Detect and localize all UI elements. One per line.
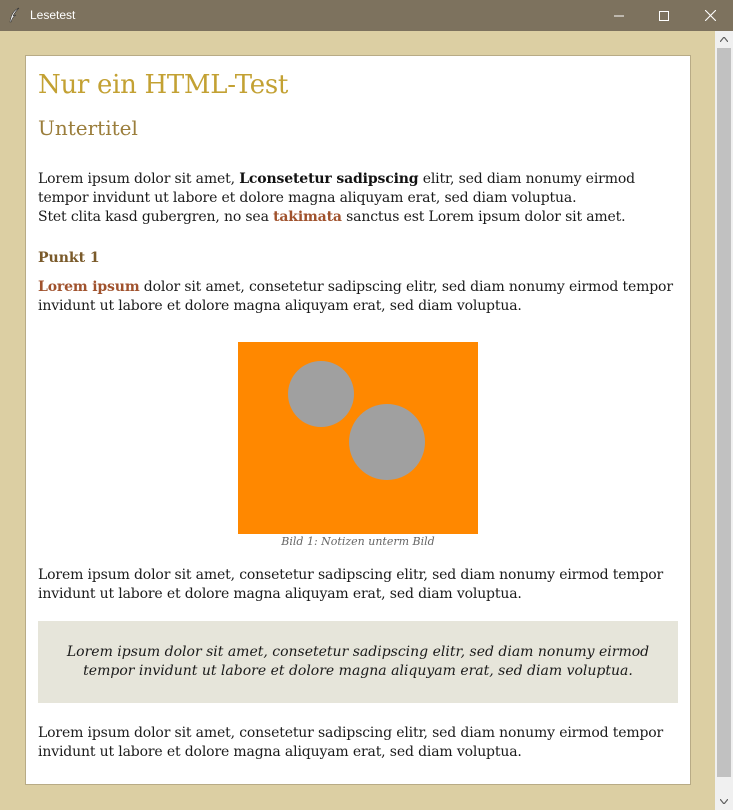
image-circle-large xyxy=(349,404,425,480)
minimize-icon xyxy=(614,11,624,21)
window-title: Lesetest xyxy=(30,8,76,22)
quill-icon xyxy=(8,7,22,23)
intro-paragraph xyxy=(38,170,678,227)
paragraph-text: sanctus est Lorem ipsum dolor sit amet. xyxy=(341,209,626,225)
accent-text: takimata xyxy=(273,209,342,225)
maximize-icon xyxy=(659,11,669,21)
body-paragraph: Lorem ipsum dolor sit amet, consetetur sadipscing elitr, sed diam nonumy eirmod tempor invidunt ut labore et dolore magna aliquyam erat, sed diam voluptua. xyxy=(38,725,664,760)
close-button[interactable] xyxy=(687,0,733,31)
section-heading: Punkt 1 xyxy=(38,250,100,266)
title-bar[interactable] xyxy=(0,0,733,31)
figure-image xyxy=(238,342,478,534)
paragraph-text: Stet clita kasd gubergren, no sea xyxy=(38,209,274,225)
close-icon xyxy=(705,10,716,21)
maximize-button[interactable] xyxy=(641,0,687,31)
scroll-up-button[interactable] xyxy=(715,31,733,48)
image-circle-small xyxy=(288,361,354,427)
vertical-scrollbar[interactable] xyxy=(715,31,733,810)
window-body xyxy=(0,31,733,810)
figure-caption: Bild 1: Notizen unterm Bild xyxy=(281,535,435,548)
page-title: Nur ein HTML-Test xyxy=(38,70,289,100)
paragraph-text: dolor sit amet, consetetur sadipscing elitr, sed diam nonumy eirmod tempor invidunt ut labore et dolore magna aliquyam erat, sed diam voluptua. xyxy=(38,279,673,314)
chevron-up-icon xyxy=(720,37,728,42)
scrollbar-thumb[interactable] xyxy=(717,48,731,777)
blockquote xyxy=(38,621,678,703)
chevron-down-icon xyxy=(720,799,728,804)
bold-text: Lconsetetur sadipscing xyxy=(239,171,419,187)
accent-text: Lorem ipsum xyxy=(38,279,140,295)
paragraph-text: elitr, sed diam nonumy eirmod tempor invidunt ut labore et dolore magna aliquyam erat, sed diam voluptua. xyxy=(38,171,635,206)
blockquote-text: Lorem ipsum dolor sit amet, consetetur sadipscing elitr, sed diam nonumy eirmod tempor invidunt ut labore et dolore magna aliquyam erat, sed diam voluptua. xyxy=(66,644,650,679)
paragraph-text: Lorem ipsum dolor sit amet, xyxy=(38,171,240,187)
body-paragraph: Lorem ipsum dolor sit amet, consetetur sadipscing elitr, sed diam nonumy eirmod tempor invidunt ut labore et dolore magna aliquyam erat, sed diam voluptua. xyxy=(38,567,664,602)
section-paragraph xyxy=(38,278,678,316)
document-viewer[interactable] xyxy=(25,55,691,785)
page-subtitle: Untertitel xyxy=(38,116,138,140)
minimize-button[interactable] xyxy=(596,0,642,31)
scroll-down-button[interactable] xyxy=(715,793,733,810)
